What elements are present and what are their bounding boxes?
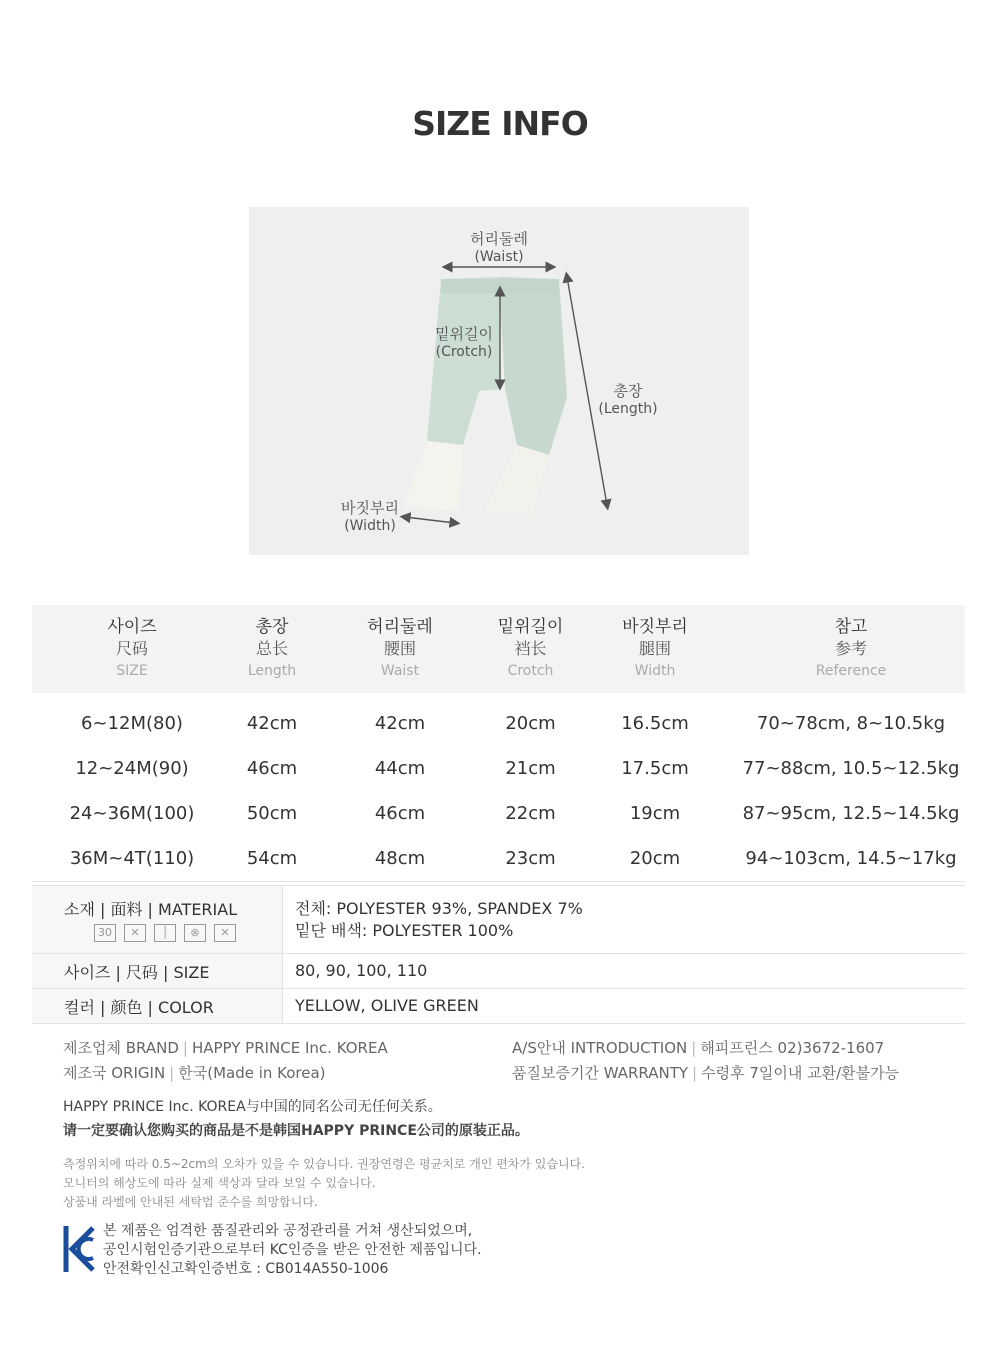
size-diagram [249, 207, 749, 555]
kc-line-1: 본 제품은 엄격한 품질관리와 공정관리를 거쳐 생산되었으며, [103, 1223, 473, 1239]
pants-left-leg [427, 277, 501, 445]
warranty-label: 품질보증기간 WARRANTY [512, 1064, 689, 1082]
table-row [32, 746, 965, 791]
table-cell: 42cm [374, 713, 426, 734]
pants-waistband [441, 279, 559, 293]
table-cell: 87~95cm, 12.5~14.5kg [742, 803, 960, 824]
note-line-2: 모니터의 해상도에 따라 실제 색상과 달라 보일 수 있습니다. [63, 1176, 376, 1190]
size-table-header [32, 605, 965, 693]
table-cell: 36M~4T(110) [69, 848, 195, 869]
color-label: 컬러 | 颜色 | COLOR [32, 989, 283, 1024]
material-label-cell [32, 886, 283, 954]
table-cell: 50cm [246, 803, 298, 824]
material-label: 소재 | 面料 | MATERIAL [64, 900, 238, 919]
table-cell: 42cm [246, 713, 298, 734]
pants-right-leg [499, 277, 567, 455]
no-tumble-dry-icon: ⊗ [184, 924, 206, 942]
dry-icon: │ [154, 924, 176, 942]
as-value: 해피프린스 02)3672-1607 [700, 1039, 885, 1057]
origin-line: 제조국 ORIGIN | 한국(Made in Korea) [63, 1064, 326, 1082]
table-cell: 94~103cm, 14.5~17kg [745, 848, 957, 869]
as-line: A/S안내 INTRODUCTION | 해피프린스 02)3672-1607 [512, 1039, 885, 1057]
kc-line-3: 안전확인신고확인증번호 : CB014A550-1006 [103, 1261, 389, 1277]
header-crotch: 밑위길이 裆长 Crotch [488, 605, 573, 693]
table-cell: 23cm [505, 848, 556, 869]
measurement-notes [63, 1155, 585, 1212]
page-title: SIZE INFO [412, 104, 588, 143]
brand-label: 제조업체 BRAND [63, 1039, 179, 1057]
size-table [32, 605, 965, 882]
table-cell: 22cm [505, 803, 556, 824]
kc-mark-icon [63, 1224, 97, 1274]
table-cell: 54cm [246, 848, 298, 869]
table-cell: 44cm [374, 758, 426, 779]
note-line-3: 상품내 라벨에 안내된 세탁법 준수를 희망합니다. [63, 1195, 318, 1209]
table-cell: 20cm [505, 713, 556, 734]
no-bleach-icon: ✕ [124, 924, 146, 942]
material-line-1: 전체: POLYESTER 93%, SPANDEX 7% [295, 898, 583, 918]
color-value: YELLOW, OLIVE GREEN [283, 989, 966, 1024]
as-label: A/S안내 INTRODUCTION [512, 1039, 688, 1057]
chinese-notice-line-1: HAPPY PRINCE Inc. KOREA与中国的同名公司无任何关系。 [63, 1099, 442, 1115]
table-cell: 46cm [374, 803, 426, 824]
size-label: 사이즈 | 尺码 | SIZE [32, 954, 283, 989]
material-value-cell [283, 886, 966, 954]
wash-30-icon: 30 [94, 924, 116, 942]
table-cell: 48cm [374, 848, 426, 869]
product-info-table [32, 885, 965, 1024]
header-size: 사이즈 尺码 SIZE [32, 605, 232, 693]
length-label: 총장 (Length) [598, 382, 658, 417]
color-row [32, 989, 965, 1024]
size-row [32, 954, 965, 989]
pants-right-cuff [485, 445, 549, 517]
header-reference: 참고 参考 Reference [737, 605, 965, 693]
origin-value: 한국(Made in Korea) [178, 1064, 326, 1082]
width-label: 바짓부리 (Width) [341, 499, 399, 534]
header-waist: 허리둘레 腰围 Waist [312, 605, 488, 693]
chinese-notice [63, 1095, 529, 1143]
kc-certification-text [103, 1222, 482, 1279]
table-cell: 70~78cm, 8~10.5kg [756, 713, 946, 734]
size-value: 80, 90, 100, 110 [283, 954, 966, 989]
table-row [32, 836, 965, 882]
table-cell: 6~12M(80) [81, 713, 183, 734]
table-row [32, 693, 965, 746]
table-cell: 20cm [629, 848, 681, 869]
waist-label: 허리둘레 (Waist) [470, 230, 528, 265]
origin-label: 제조국 ORIGIN [63, 1064, 166, 1082]
table-cell: 19cm [629, 803, 681, 824]
no-dry-clean-icon: ✕ [214, 924, 236, 942]
care-icons [94, 924, 282, 942]
header-length: 총장 总长 Length [232, 605, 312, 693]
table-cell: 24~36M(100) [69, 803, 195, 824]
note-line-1: 측정위치에 따라 0.5~2cm의 오차가 있을 수 있습니다. 권장연령은 평균치로 개인 편차가 있습니다. [63, 1157, 585, 1171]
table-cell: 12~24M(90) [75, 758, 189, 779]
brand-line: 제조업체 BRAND | HAPPY PRINCE Inc. KOREA [63, 1039, 388, 1057]
material-line-2: 밑단 배색: POLYESTER 100% [295, 920, 514, 940]
table-cell: 16.5cm [621, 713, 689, 734]
kc-line-2: 공인시험인증기관으로부터 KC인증을 받은 안전한 제품입니다. [103, 1242, 482, 1258]
crotch-label: 밑위길이 (Crotch) [435, 325, 493, 360]
chinese-notice-line-2: 请一定要确认您购买的商品是不是韩国HAPPY PRINCE公司的原装正品。 [63, 1123, 529, 1139]
material-row [32, 886, 965, 954]
header-width: 바짓부리 腿围 Width [573, 605, 737, 693]
warranty-value: 수령후 7일이내 교환/환불가능 [701, 1064, 900, 1082]
brand-value: HAPPY PRINCE Inc. KOREA [191, 1039, 388, 1057]
table-row [32, 791, 965, 836]
table-cell: 77~88cm, 10.5~12.5kg [742, 758, 960, 779]
table-cell: 17.5cm [621, 758, 689, 779]
table-cell: 21cm [505, 758, 556, 779]
table-cell: 46cm [246, 758, 298, 779]
warranty-line: 품질보증기간 WARRANTY | 수령후 7일이내 교환/환불가능 [512, 1064, 900, 1082]
